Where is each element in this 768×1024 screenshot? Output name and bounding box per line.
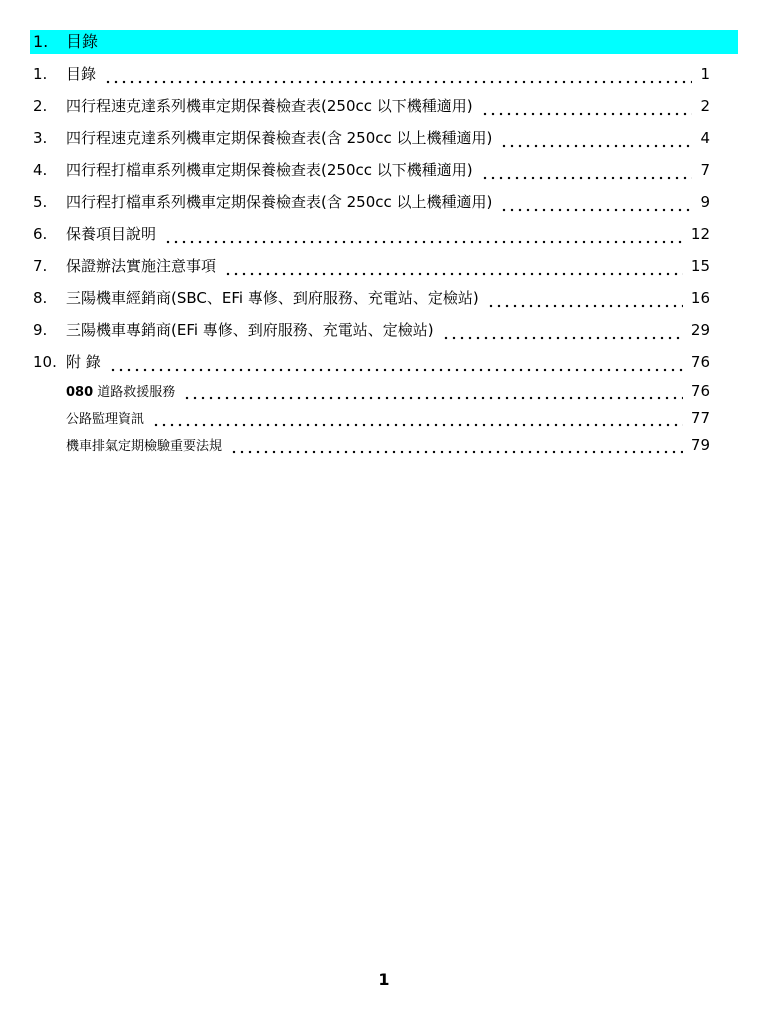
dot-leader [500, 202, 692, 212]
dot-leader [224, 266, 683, 276]
toc-row-title: 三陽機車經銷商(SBC、EFi 專修、到府服務、充電站、定檢站) [66, 289, 479, 307]
toc-row-number: 9. [33, 321, 48, 339]
toc-row-number: 3. [33, 129, 48, 147]
toc-row-page: 1 [700, 65, 710, 83]
toc-row-page: 9 [700, 193, 710, 211]
toc-row-number: 8. [33, 289, 48, 307]
toc-row[interactable] [30, 90, 710, 122]
toc-subrow-title [66, 406, 144, 433]
dot-leader [152, 417, 683, 427]
toc-subrow[interactable] [30, 405, 710, 432]
toc-row-title: 三陽機車專銷商(EFi 專修、到府服務、充電站、定檢站) [66, 321, 434, 339]
toc-row-page: 12 [690, 225, 710, 243]
page-number: 1 [378, 970, 390, 989]
toc-row[interactable] [30, 314, 710, 346]
section-heading-number: 1. [33, 32, 49, 51]
toc-row-title: 保養項目說明 [66, 225, 157, 243]
toc-subrow-title [66, 379, 175, 406]
toc-subrow[interactable] [30, 378, 710, 405]
toc-row-title: 附 錄 [66, 353, 101, 371]
dot-leader [109, 362, 683, 372]
dot-leader [104, 74, 692, 84]
toc-row-page: 7 [700, 161, 710, 179]
toc-row-number: 4. [33, 161, 48, 179]
dot-leader [487, 298, 683, 308]
dot-leader [481, 106, 693, 116]
toc-subrow-title-text: 機車排氣定期檢驗重要法規 [66, 439, 223, 454]
toc-row-number: 7. [33, 257, 48, 275]
toc-row[interactable] [30, 250, 710, 282]
dot-leader [481, 170, 693, 180]
toc-subrow-page: 76 [690, 382, 710, 400]
toc-row-number: 10. [33, 353, 57, 371]
toc-row-page: 76 [690, 353, 710, 371]
toc-row-title: 四行程速克達系列機車定期保養檢查表(含 250cc 以上機種適用) [66, 129, 493, 147]
dot-leader [500, 138, 692, 148]
toc-subrow[interactable] [30, 432, 710, 459]
toc-row[interactable] [30, 218, 710, 250]
toc-subrow-page: 77 [690, 409, 710, 427]
toc-row-page: 4 [700, 129, 710, 147]
dot-leader [164, 234, 683, 244]
toc-subrow-title-text: 道路救援服務 [93, 385, 176, 400]
toc-row[interactable] [30, 122, 710, 154]
toc-row-title: 四行程速克達系列機車定期保養檢查表(250cc 以下機種適用) [66, 97, 473, 115]
toc-row-number: 5. [33, 193, 48, 211]
toc-row-number: 1. [33, 65, 48, 83]
toc-row[interactable] [30, 186, 710, 218]
toc-row-title: 四行程打檔車系列機車定期保養檢查表(含 250cc 以上機種適用) [66, 193, 493, 211]
toc-row-title: 目錄 [66, 65, 97, 83]
toc-row-page: 29 [690, 321, 710, 339]
dot-leader [183, 390, 683, 400]
toc-row[interactable] [30, 346, 710, 378]
toc-row-page: 16 [690, 289, 710, 307]
dot-leader [442, 330, 683, 340]
toc-row[interactable] [30, 154, 710, 186]
dot-leader [230, 444, 683, 454]
toc-row-page: 2 [700, 97, 710, 115]
toc-row-number: 2. [33, 97, 48, 115]
toc-row-title: 四行程打檔車系列機車定期保養檢查表(250cc 以下機種適用) [66, 161, 473, 179]
toc-subrow-title-bold: 080 [66, 385, 94, 400]
toc-row[interactable] [30, 282, 710, 314]
toc-row[interactable] [30, 58, 710, 90]
toc-row-title: 保證辦法實施注意事項 [66, 257, 217, 275]
toc-subrow-title [66, 433, 222, 460]
section-heading [30, 30, 738, 54]
toc-row-number: 6. [33, 225, 48, 243]
toc-row-page: 15 [690, 257, 710, 275]
toc-subrow-title-text: 公路監理資訊 [66, 412, 145, 427]
toc-subrow-page: 79 [690, 436, 710, 454]
section-heading-title: 目錄 [66, 32, 99, 51]
table-of-contents [30, 58, 710, 459]
